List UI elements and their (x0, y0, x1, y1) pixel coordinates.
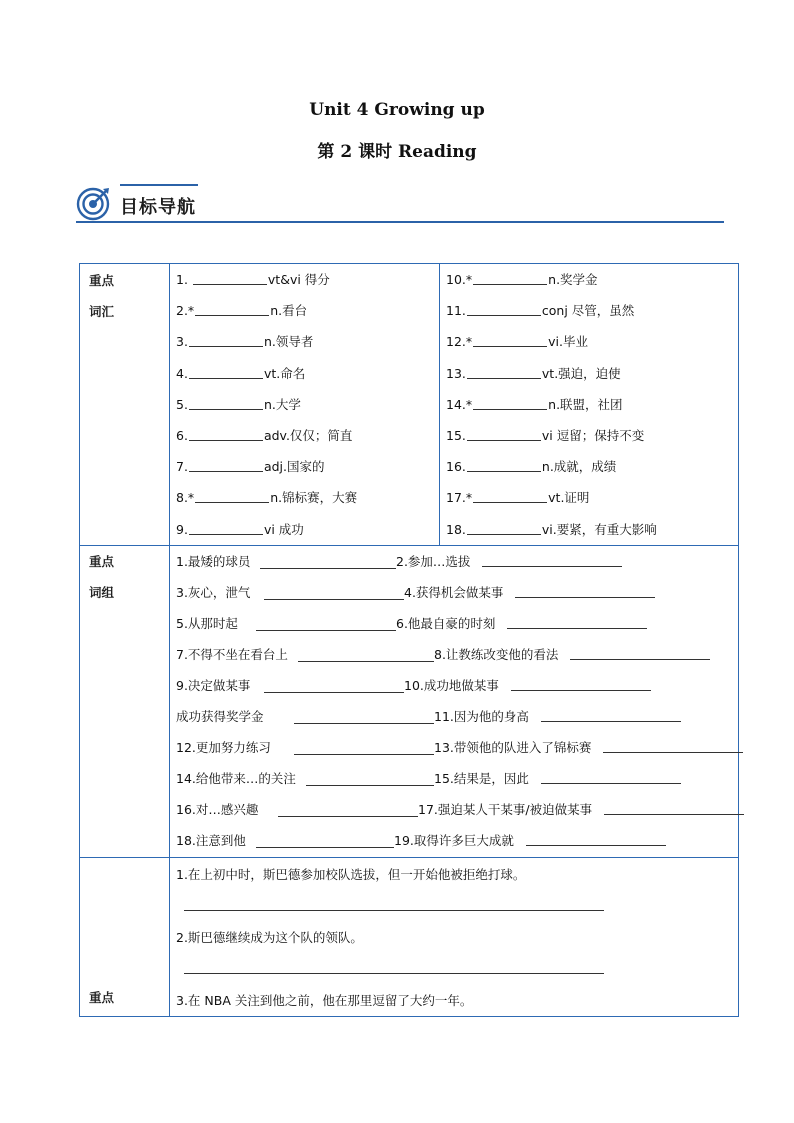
phrases-label-line1: 重点 (89, 554, 115, 569)
phrase-prompt: 19.取得许多巨大成就 (394, 833, 514, 848)
phrase-row (176, 701, 732, 732)
vocab-item: 13. vt.强迫，迫使 (446, 365, 621, 381)
answer-blank[interactable] (507, 615, 647, 629)
answer-blank[interactable] (306, 772, 434, 786)
phrases-label (80, 546, 170, 858)
phrase-row (176, 732, 732, 763)
phrase-row (176, 794, 732, 825)
phrase-prompt: 16.对…感兴趣 (176, 802, 259, 817)
phrase-prompt: 4.获得机会做某事 (404, 585, 504, 600)
phrase-prompt: 7.不得不坐在看台上 (176, 647, 288, 662)
vocab-right-column (440, 264, 739, 546)
phrase-prompt: 5.从那时起 (176, 616, 238, 631)
phrase-prompt: 9.决定做某事 (176, 678, 251, 693)
answer-blank[interactable] (511, 677, 651, 691)
phrase-prompt: 8.让教练改变他的看法 (434, 647, 559, 662)
answer-blank[interactable] (473, 396, 547, 410)
answer-blank[interactable] (467, 302, 541, 316)
vocab-item: 12.* vi.毕业 (446, 334, 588, 350)
answer-blank[interactable] (264, 586, 404, 600)
answer-blank[interactable] (189, 333, 263, 347)
phrase-prompt: 13.带领他的队进入了锦标赛 (434, 740, 592, 755)
vocab-item: 5. n.大学 (176, 396, 301, 412)
vocab-section (80, 264, 739, 546)
phrase-prompt: 1.最矮的球员 (176, 554, 251, 569)
phrase-row (176, 577, 732, 608)
vocab-item: 10.* n.奖学金 (446, 272, 598, 287)
answer-blank[interactable] (473, 333, 547, 347)
vocab-label (80, 264, 170, 546)
phrase-row (176, 546, 732, 577)
vocab-item: 8.* n.锦标赛，大赛 (176, 490, 358, 506)
vocab-item: 14.* n.联盟，社团 (446, 396, 623, 412)
lesson-subtitle: 第 2 课时 Reading (317, 142, 477, 162)
vocab-item: 9. vi 成功 (176, 521, 304, 537)
answer-line[interactable] (176, 953, 732, 985)
answer-blank[interactable] (541, 770, 681, 784)
vocab-item: 4. vt.命名 (176, 365, 306, 381)
answer-blank[interactable] (570, 646, 710, 660)
sentence-item: 1.在上初中时，斯巴德参加校队选拔，但一开始他被拒绝打球。 (176, 867, 526, 882)
answer-blank[interactable] (189, 427, 263, 441)
vocab-item: 17.* vt.证明 (446, 490, 590, 506)
vocab-item: 1. vt&vi 得分 (176, 272, 330, 287)
answer-blank[interactable] (189, 396, 263, 410)
vocab-left-column (170, 264, 440, 546)
phrase-prompt: 3.灰心，泄气 (176, 585, 251, 600)
answer-blank[interactable] (604, 801, 744, 815)
banner-underline (76, 221, 724, 223)
sentence-item: 2.斯巴德继续成为这个队的领队。 (176, 930, 363, 945)
answer-blank[interactable] (541, 708, 681, 722)
page-title: Unit 4 Growing up (309, 100, 485, 120)
vocab-item: 11. conj 尽管，虽然 (446, 303, 635, 319)
answer-blank[interactable] (515, 584, 655, 598)
answer-blank[interactable] (195, 489, 269, 503)
answer-blank[interactable] (256, 617, 396, 631)
answer-blank[interactable] (256, 834, 394, 848)
answer-blank[interactable] (526, 832, 666, 846)
vocab-item: 3. n.领导者 (176, 334, 314, 350)
sentences-content (170, 858, 739, 1017)
answer-line[interactable] (176, 890, 732, 922)
answer-blank[interactable] (467, 458, 541, 472)
answer-blank[interactable] (193, 271, 267, 285)
answer-blank[interactable] (278, 803, 418, 817)
answer-blank[interactable] (467, 427, 541, 441)
phrase-row (176, 670, 732, 701)
vocab-item: 2.* n.看台 (176, 303, 308, 319)
answer-blank[interactable] (473, 271, 547, 285)
answer-blank[interactable] (467, 365, 541, 379)
answer-blank[interactable] (294, 710, 434, 724)
phrase-prompt: 17.强迫某人干某事/被迫做某事 (418, 802, 593, 817)
answer-blank[interactable] (473, 489, 547, 503)
answer-blank[interactable] (264, 679, 404, 693)
phrases-section (80, 546, 739, 858)
phrase-prompt: 14.给他带来…的关注 (176, 771, 296, 786)
answer-blank[interactable] (195, 302, 269, 316)
answer-blank[interactable] (482, 553, 622, 567)
target-icon (76, 187, 110, 221)
answer-blank[interactable] (603, 739, 743, 753)
phrase-row (176, 608, 732, 639)
phrase-prompt: 12.更加努力练习 (176, 740, 271, 755)
sentences-label: 重点 (89, 990, 115, 1005)
phrases-label-line2: 词组 (89, 585, 115, 600)
answer-blank[interactable] (467, 521, 541, 535)
vocab-item: 7. adj.国家的 (176, 459, 325, 475)
vocab-item: 15. vi 逗留；保持不变 (446, 427, 645, 443)
vocab-label-line2: 词汇 (89, 304, 115, 319)
sentence-item: 3.在 NBA 关注到他之前，他在那里逗留了大约一年。 (176, 993, 473, 1008)
answer-blank[interactable] (298, 648, 434, 662)
vocab-item: 18. vi.要紧，有重大影响 (446, 521, 657, 537)
answer-blank[interactable] (189, 521, 263, 535)
phrase-row (176, 763, 732, 794)
vocab-label-line1: 重点 (89, 273, 115, 288)
answer-blank[interactable] (294, 741, 434, 755)
phrase-prompt: 18.注意到他 (176, 833, 246, 848)
sentences-label-cell (80, 858, 170, 1017)
study-table (79, 263, 739, 1017)
phrase-prompt: 6.他最自豪的时刻 (396, 616, 496, 631)
answer-blank[interactable] (189, 365, 263, 379)
phrase-prompt: 成功获得奖学金 (176, 709, 264, 724)
phrase-prompt: 10.成功地做某事 (404, 678, 499, 693)
vocab-item: 6. adv.仅仅；简直 (176, 427, 353, 443)
sentences-section (80, 858, 739, 1017)
banner-top-rule (120, 184, 198, 186)
phrase-row (176, 825, 732, 856)
phrase-prompt: 2.参加…选拔 (396, 554, 471, 569)
phrase-prompt: 15.结果是，因此 (434, 771, 529, 786)
answer-blank[interactable] (260, 555, 396, 569)
phrase-row (176, 639, 732, 670)
vocab-item: 16. n.成就，成绩 (446, 459, 617, 475)
section-banner (76, 184, 724, 226)
answer-blank[interactable] (189, 458, 263, 472)
banner-text: 目标导航 (120, 197, 196, 218)
phrase-prompt: 11.因为他的身高 (434, 709, 529, 724)
phrases-content (170, 546, 739, 858)
